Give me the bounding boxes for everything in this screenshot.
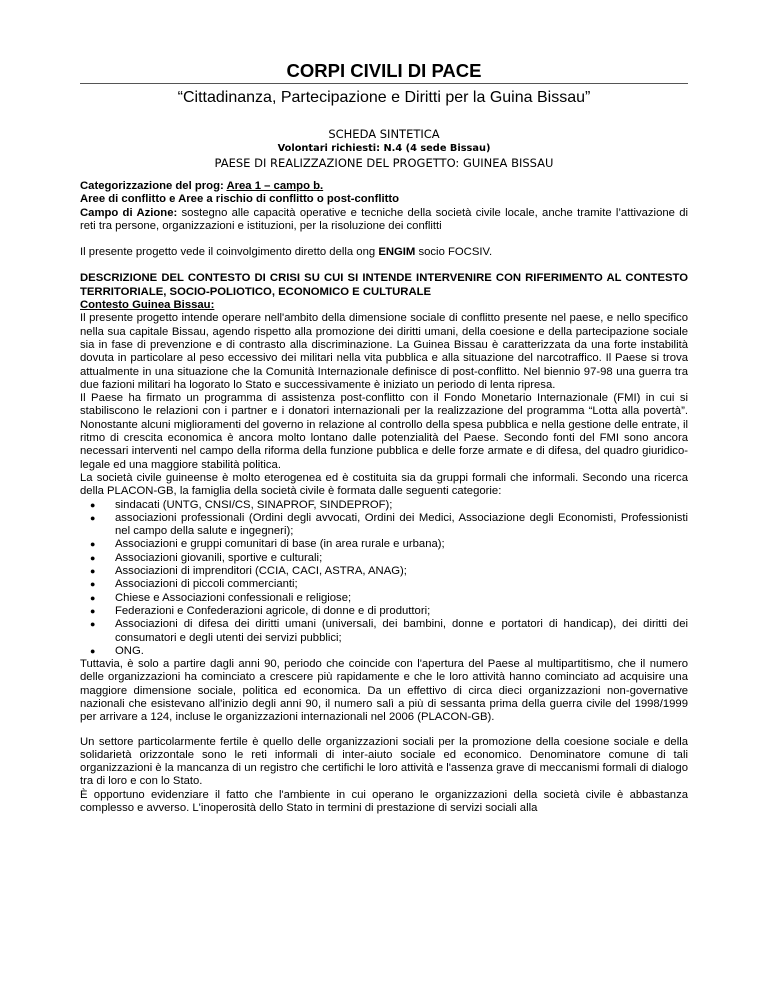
paragraph-2: Il Paese ha firmato un programma di assistenza post-conflitto con il Fondo Monetario Internazionale (FMI) in cui si stabiliscono le relazioni con i partner e i donatori internazionali per la realizzazione del programma “Lotta alla povertà”. Nonostante alcuni miglioramenti del governo in relazione al controllo della spesa pubblica e nella gestione delle entrate, il ritmo di crescita economica è ancora molto lontano dalle potenzialità del Paese. Secondo fonti del FMI sono ancora necessari interventi nel campo della riforma della funzione pubblica e delle forze armate e di difesa, del quadro giuridico-legale ed una maggiore stabilità politica.: [80, 392, 688, 471]
category-list: [80, 499, 688, 659]
list-item: ● Associazioni di piccoli commercianti;: [80, 578, 688, 591]
engagement-before: Il presente progetto vede il coinvolgimento diretto della ong: [80, 246, 379, 259]
paragraph-6: È opportuno evidenziare il fatto che l'ambiente in cui operano le organizzazioni della società civile è abbastanza complesso e avverso. L'inoperosità dello Stato in termini di prestazione di servizi sociali alla: [80, 788, 688, 815]
paragraph-1: Il presente progetto intende operare nell'ambito della dimensione sociale di conflitto presente nel paese, e nello specifico nella sua capitale Bissau, agendo rispetto alla promozione dei diritti umani, della coesione e della partecipazione sociale sia in fase di prevenzione e di contrasto alla discriminazione. La Guinea Bissau è caratterizzata da una forte instabilità dovuta in particolare al peso eccessivo dei militari nella vita pubblica e alla situazione del narcotraffico. Il Paese si trova attualmente in una situazione che la Comunità Internazionale definisce di post-conflitto. Nel biennio 97-98 una guerra tra due fazioni militari ha logorato lo Stato e successivamente è iniziato un periodo di lenta ripresa.: [80, 312, 688, 391]
category-line: [80, 180, 688, 193]
list-item: ● Associazioni giovanili, sportive e culturali;: [80, 552, 688, 565]
volontari-count: Volontari richiesti: N.4 (4 sede Bissau): [277, 143, 491, 154]
list-item: ● ONG.: [80, 645, 688, 658]
list-item: ● associazioni professionali (Ordini degli avvocati, Ordini dei Medici, Associazione degli Economisti, Professionisti nel campo della salute e ingegneri);: [80, 512, 688, 539]
scheda-label: SCHEDA SINTETICA: [328, 127, 440, 141]
section-subheading: Contesto Guinea Bissau:: [80, 299, 215, 312]
action-field-text: sostegno alle capacità operative e tecniche della società civile locale, anche tramite l’attivazione di reti tra persone, organizzazioni e istituzioni, per la risoluzione dei conflitti: [80, 206, 688, 232]
engagement-after: socio FOCSIV.: [415, 246, 493, 259]
document-subtitle: “Cittadinanza, Partecipazione e Diritti per la Guina Bissau”: [177, 89, 591, 106]
paragraph-3: La società civile guineense è molto eterogenea ed è costituita sia da gruppi formali che informali. Secondo una ricerca della PLACON-GB, la famiglia della società civile è formata dalle seguenti categorie:: [80, 471, 688, 498]
spacer: [80, 725, 688, 736]
list-item: ● Associazioni e gruppi comunitari di base (in area rurale e urbana);: [80, 538, 688, 551]
engagement-line: [80, 246, 688, 259]
action-field-label: Campo di Azione:: [80, 206, 178, 219]
list-item: ● Chiese e Associazioni confessionali e religiose;: [80, 592, 688, 605]
paragraph-4: Tuttavia, è solo a partire dagli anni 90, periodo che coincide con l'apertura del Paese al multipartitismo, che il numero delle organizzazioni ha cominciato a crescere più rapidamente e che le loro attività hanno cominciato ad acquisire una maggiore dimensione sociale, politica ed economica. Da un effettivo di circa dieci organizzazioni non-governative nazionali che esistevano all'inizio degli anni 90, il numero salì a più di sessanta prima della guerra civile del 1998/1999 per arrivare a 124, incluse le organizzazioni internazionali nel 2006 (PLACON-GB).: [80, 658, 688, 724]
category-value: Area 1 – campo b.: [226, 180, 324, 192]
list-item: ● Associazioni di imprenditori (CCIA, CACI, ASTRA, ANAG);: [80, 565, 688, 578]
section-heading: DESCRIZIONE DEL CONTESTO DI CRISI SU CUI SI INTENDE INTERVENIRE CON RIFERIMENTO AL CONTESTO TERRITORIALE, SOCIO-POLIOTICO, ECONOMICO E CULTURALE: [80, 272, 688, 298]
spacer: [80, 259, 688, 272]
list-item: ● sindacati (UNTG, CNSI/CS, SINAPROF, SINDEPROF);: [80, 499, 688, 512]
paragraph-5: Un settore particolarmente fertile è quello delle organizzazioni sociali per la promozione della coesione sociale e della solidarietà orizzontale sono le reti informali di inter-aiuto sociale ed economico. Denominatore comune di tali organizzazioni è la mancanza di un registro che certifichi le loro attività e l'assenza grave di meccanismi formali di dialogo tra di loro e con lo Stato.: [80, 735, 688, 788]
ong-name: ENGIM: [378, 246, 416, 259]
document-title: CORPI CIVILI DI PACE: [80, 60, 688, 84]
conflict-areas: Aree di conflitto e Aree a rischio di conflitto o post-conflitto: [80, 193, 400, 206]
action-field: [80, 207, 688, 234]
list-item: ● Federazioni e Confederazioni agricole, di donne e di produttori;: [80, 605, 688, 618]
spacer: [80, 233, 688, 246]
country-line: PAESE DI REALIZZAZIONE DEL PROGETTO: GUINEA BISSAU: [214, 156, 554, 170]
list-item: ● Associazioni di difesa dei diritti umani (universali, dei bambini, donne e portatori di handicap), dei diritti dei consumatori e degli utenti dei servizi pubblici;: [80, 618, 688, 645]
category-label: Categorizzazione del prog:: [80, 180, 227, 192]
